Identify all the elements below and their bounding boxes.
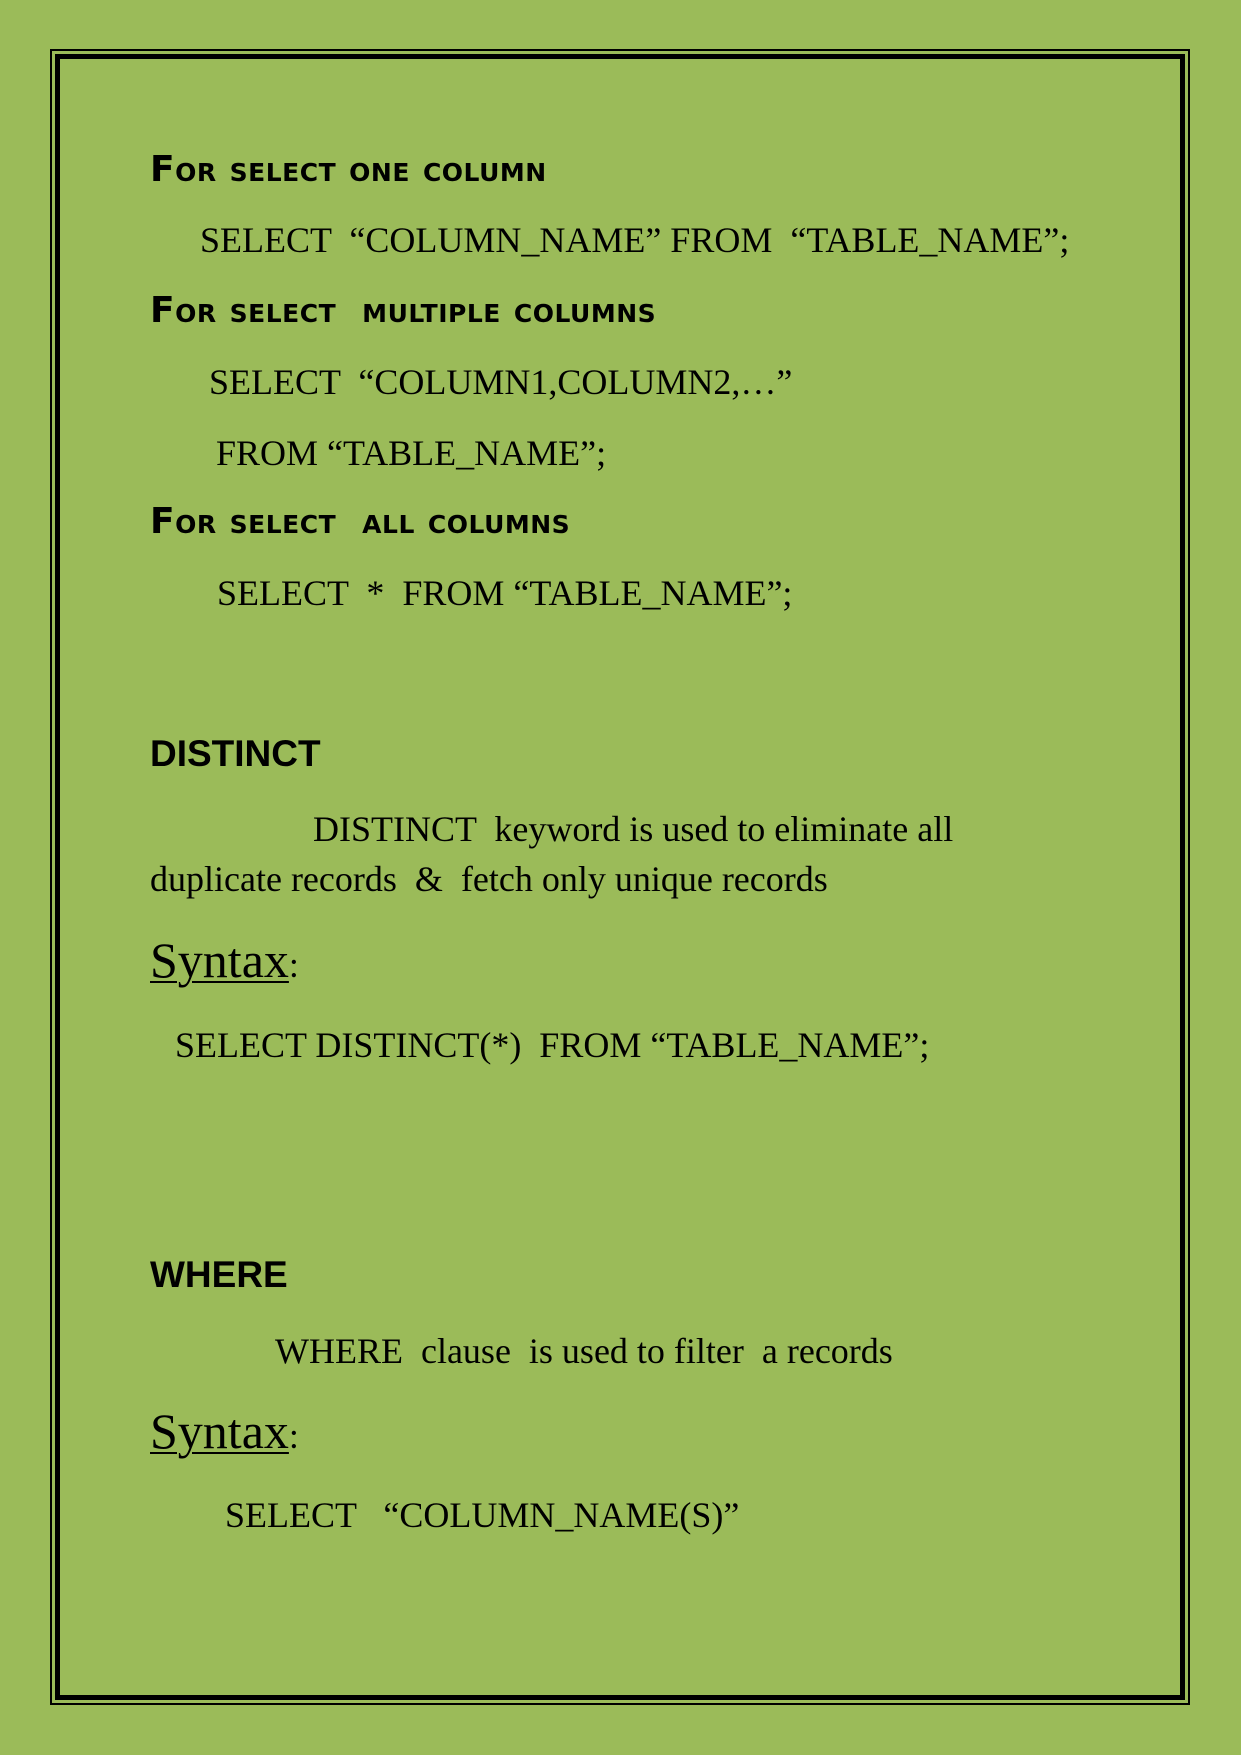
code-select-multiple-columns-line2: FROM “TABLE_NAME”; xyxy=(216,433,607,473)
heading-where: WHERE xyxy=(150,1254,288,1295)
syntax-colon: : xyxy=(288,945,299,985)
heading-distinct: DISTINCT xyxy=(150,733,321,774)
syntax-colon: : xyxy=(288,1416,299,1456)
where-syntax-label xyxy=(150,1403,299,1459)
heading-select-multiple-columns: For select multiple columns xyxy=(150,290,657,331)
code-select-all-columns: SELECT * FROM “TABLE_NAME”; xyxy=(217,573,793,613)
syntax-word: Syntax xyxy=(150,1403,289,1459)
distinct-description-line1: DISTINCT keyword is used to eliminate all xyxy=(313,809,954,849)
code-select-where: SELECT “COLUMN_NAME(S)” xyxy=(225,1495,740,1535)
heading-select-all-columns: For select all columns xyxy=(150,501,571,542)
distinct-description-line2: duplicate records & fetch only unique records xyxy=(150,859,828,899)
code-select-one-column: SELECT “COLUMN_NAME” FROM “TABLE_NAME”; xyxy=(200,220,1070,260)
distinct-syntax-label xyxy=(150,932,299,988)
heading-select-one-column: For select one column xyxy=(150,149,547,190)
where-description: WHERE clause is used to filter a records xyxy=(275,1331,893,1371)
code-select-distinct: SELECT DISTINCT(*) FROM “TABLE_NAME”; xyxy=(175,1025,930,1065)
code-select-multiple-columns-line1: SELECT “COLUMN1,COLUMN2,…” xyxy=(209,362,793,402)
syntax-word: Syntax xyxy=(150,932,289,988)
